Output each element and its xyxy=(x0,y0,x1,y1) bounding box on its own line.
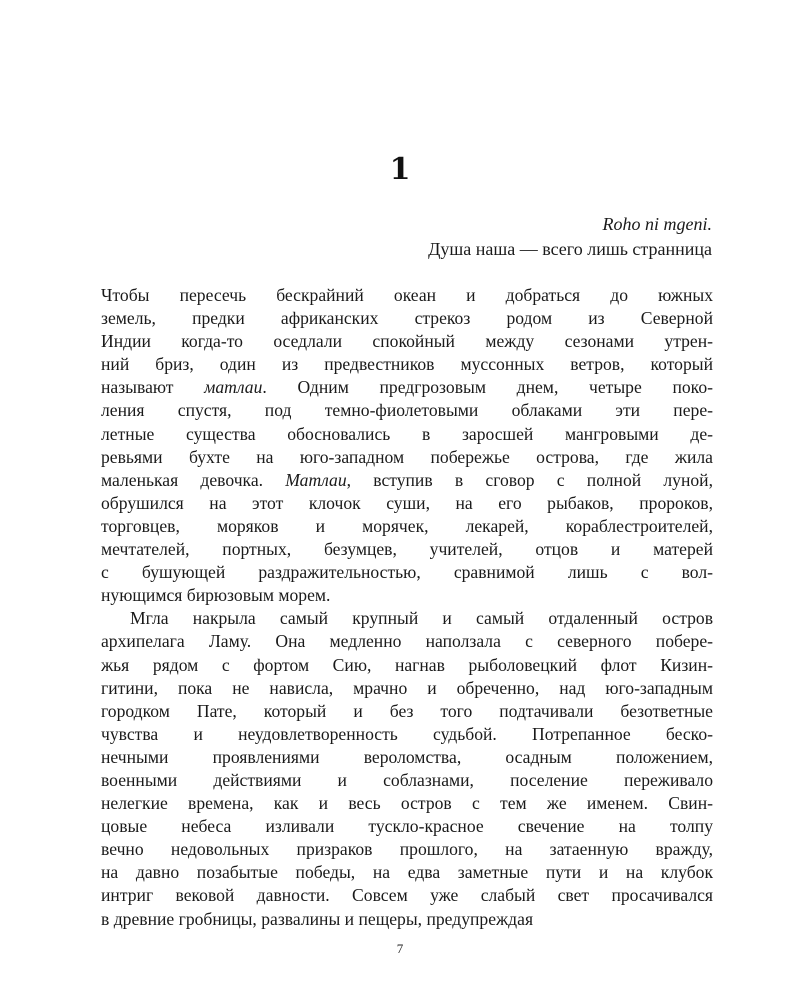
epigraph-original: Roho ni mgeni. xyxy=(602,214,712,234)
text-line: обрушился на этот клочок суши, на его рыбаков, пророков, xyxy=(101,492,713,513)
text-line: цовые небеса изливали тускло-красное свечение на толпу xyxy=(101,816,713,837)
text-line: летные существа обосновались в заросшей мангровыми де- xyxy=(101,423,713,444)
italic-term: Матлаи xyxy=(285,469,347,490)
text-line: городком Пате, который и без того подтачивали безответные xyxy=(101,700,713,721)
text-line: ревьями бухте на юго-западном побережье острова, где жила xyxy=(101,446,713,467)
text-line: называют матлаи. Одним предгрозовым днем, четыре поко- xyxy=(101,377,713,398)
page-number: 7 xyxy=(396,941,404,956)
text-line: земель, предки африканских стрекоз родом из Северной xyxy=(101,308,713,329)
text-line: Чтобы пересечь бескрайний океан и добраться до южных xyxy=(101,285,713,305)
text-line: в древние гробницы, развалины и пещеры, предупреждая xyxy=(101,908,534,929)
text-line: гитини, пока не нависла, мрачно и обреченно, над юго-западным xyxy=(101,677,713,698)
text-line: маленькая девочка. Матлаи, вступив в сговор с полной луной, xyxy=(101,469,713,490)
text-line: военными действиями и соблазнами, поселение переживало xyxy=(101,769,713,790)
text-line: вечно недовольных призраков прошлого, на затаенную вражду, xyxy=(101,839,713,860)
text-line: нечными проявлениями вероломства, осадным положением, xyxy=(101,746,713,767)
text-line: Индии когда-то оседлали спокойный между сезонами утрен- xyxy=(101,331,713,352)
epigraph xyxy=(428,212,712,262)
text-line: жья рядом с фортом Сию, нагнав рыболовецкий флот Кизин- xyxy=(101,654,713,675)
text-line: нующимся бирюзовым морем. xyxy=(101,585,331,606)
body-text xyxy=(101,284,713,931)
text-line: мечтателей, портных, безумцев, учителей, отцов и матерей xyxy=(101,539,713,560)
paragraph xyxy=(101,607,713,930)
chapter-number: 1 xyxy=(389,152,411,187)
text-line: архипелага Ламу. Она медленно наползала с северного побере- xyxy=(101,631,713,652)
text-line: интриг вековой давности. Совсем уже слабый свет просачивался xyxy=(101,885,713,906)
text-line: на давно позабытые победы, на едва заметные пути и на клубок xyxy=(101,862,713,883)
paragraph xyxy=(101,284,713,607)
epigraph-translation: Душа наша — всего лишь странница xyxy=(428,239,712,259)
text-line: ления спустя, под темно-фиолетовыми облаками эти пере- xyxy=(101,400,713,421)
italic-term: матлаи xyxy=(204,377,263,398)
text-line: чувства и неудовлетворенность судьбой. Потрепанное беско- xyxy=(101,723,713,744)
text-line: Мгла накрыла самый крупный и самый отдаленный остров xyxy=(130,608,713,629)
text-line: ний бриз, один из предвестников муссонных ветров, который xyxy=(101,354,713,375)
text-line: нелегкие времена, как и весь остров с тем же именем. Свин- xyxy=(101,793,713,814)
text-line: торговцев, моряков и морячек, лекарей, кораблестроителей, xyxy=(101,515,713,536)
text-line: с бушующей раздражительностью, сравнимой лишь с вол- xyxy=(101,562,713,583)
